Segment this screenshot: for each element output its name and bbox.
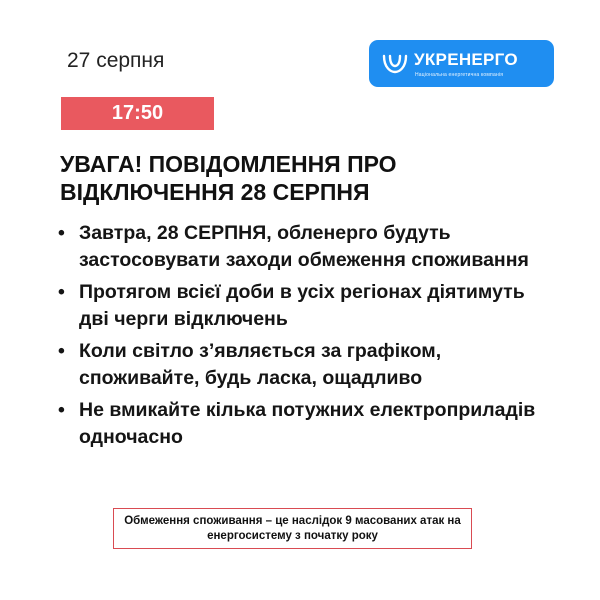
list-item — [58, 338, 558, 391]
footnote-box — [113, 508, 472, 549]
bullet-point: • — [58, 399, 65, 421]
bullet-point: • — [58, 222, 65, 244]
time-label: 17:50 — [111, 102, 164, 124]
list-item — [58, 397, 558, 450]
ukrenergo-logo — [369, 40, 554, 87]
list-item-text: Не вмикайте кілька потужних електроприладів одночасно — [79, 399, 536, 448]
list-item-text: Завтра, 28 СЕРПНЯ, обленерго будуть застосовувати заходи обмеження споживання — [79, 222, 529, 271]
logo-subtitle: Національна енергетична компанія — [415, 72, 504, 78]
ukrenergo-logo-icon — [381, 52, 409, 76]
date-label: 27 серпня — [67, 49, 165, 72]
footnote-text: Обмеження споживання – це наслідок 9 масованих атак на енергосистему з початку року — [124, 515, 461, 542]
list-item-text: Коли світло з’являється за графіком, споживайте, будь ласка, ощадливо — [79, 340, 442, 389]
list-item — [58, 220, 558, 273]
list-item — [58, 279, 558, 332]
time-badge — [61, 97, 214, 130]
bullet-point: • — [58, 281, 65, 303]
logo-name: УКРЕНЕРГО — [414, 50, 518, 69]
bullet-list — [58, 220, 558, 456]
list-item-text: Протягом всієї доби в усіх регіонах діятимуть дві черги відключень — [79, 281, 525, 330]
page-title: УВАГА! ПОВІДОМЛЕННЯ ПРО ВІДКЛЮЧЕННЯ 28 СЕРПНЯ — [60, 151, 397, 205]
bullet-point: • — [58, 340, 65, 362]
